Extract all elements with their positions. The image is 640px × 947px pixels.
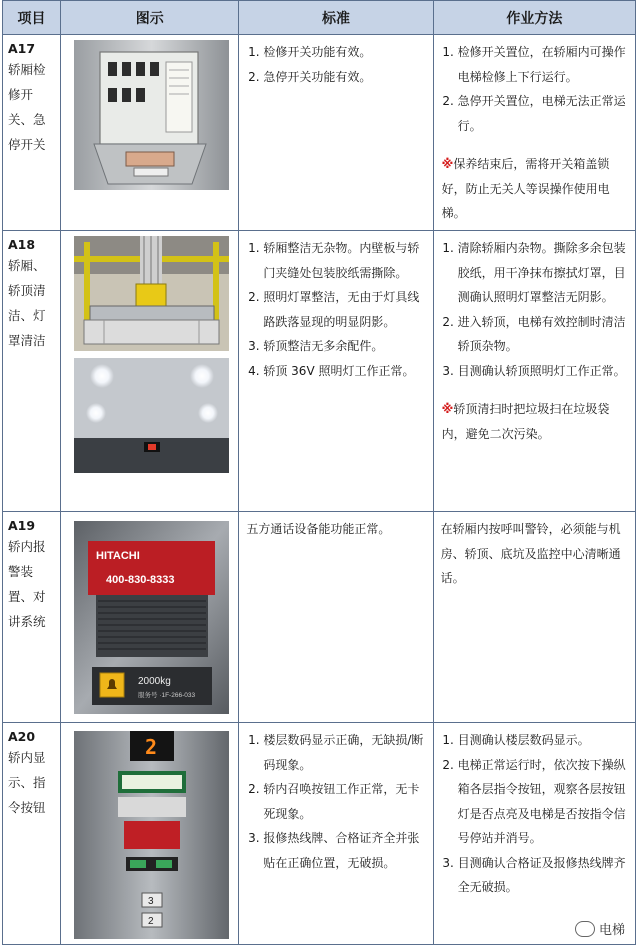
item-code: A17 (8, 41, 36, 56)
car-operating-panel-photo (74, 731, 229, 939)
item-code: A20 (8, 729, 36, 744)
method-list (434, 723, 635, 900)
table-row-a18 (3, 231, 636, 512)
standard-item: 2. 急停开关功能有效。 (263, 65, 426, 90)
standard-item: 2. 照明灯罩整洁，无由于灯具线路跌落显现的明显阴影。 (263, 285, 426, 334)
method-note (434, 138, 635, 226)
standard-item: 3. 轿顶整洁无多余配件。 (263, 334, 426, 359)
item-cell (3, 723, 61, 945)
header-row (3, 1, 636, 35)
image-cell (61, 231, 239, 512)
standard-list (239, 723, 432, 875)
standard-list (239, 231, 432, 383)
item-code: A18 (8, 237, 36, 252)
watermark (575, 919, 625, 938)
standard-item: 4. 轿顶 36V 照明灯工作正常。 (263, 359, 426, 384)
floor-display: 2 (145, 735, 158, 759)
item-title: 轿内报警装置、对讲系统 (8, 539, 46, 629)
image-cell (61, 512, 239, 723)
image-cell (61, 35, 239, 231)
item-cell (3, 512, 61, 723)
intercom-panel-photo (74, 521, 229, 714)
method-list (434, 35, 635, 138)
method-item: 1. 清除轿厢内杂物。撕除多余包装胶纸，用干净抹布擦拭灯罩，目测确认照明灯罩整洁无阴影。 (458, 236, 629, 310)
method-item: 1. 检修开关置位，在轿厢内可操作电梯检修上下行运行。 (458, 40, 629, 89)
inspection-switch-photo (74, 40, 229, 190)
method-item: 2. 急停开关置位，电梯无法正常运行。 (458, 89, 629, 138)
standard-item: 1. 楼层数码显示正确，无缺损/断码现象。 (263, 728, 426, 777)
method-item: 3. 目测确认合格证及报修热线牌齐全无破损。 (458, 851, 629, 900)
method-note (434, 383, 635, 446)
method-item: 1. 目测确认楼层数码显示。 (458, 728, 629, 753)
note-text: 保养结束后，需将开关箱盖锁好，防止无关人等误操作使用电梯。 (441, 157, 610, 220)
panel-brand: HITACHI (96, 550, 140, 562)
method-cell (433, 723, 635, 945)
standard-item: 1. 轿厢整洁无杂物。内壁板与轿门夹缝处包装胶纸需撕除。 (263, 236, 426, 285)
panel-serial: 服务号 ·1F-266-033 (138, 692, 196, 699)
image-cell (61, 723, 239, 945)
table-row-a19 (3, 512, 636, 723)
car-top-photo (74, 236, 229, 351)
watermark-text: 电梯 (598, 923, 625, 938)
standard-item: 1. 检修开关功能有效。 (263, 40, 426, 65)
header-image: 图示 (61, 1, 239, 35)
panel-load: 2000kg (138, 676, 171, 687)
button-3: 3 (148, 896, 154, 907)
method-item: 2. 进入轿顶，电梯有效控制时清洁轿顶杂物。 (458, 310, 629, 359)
chat-bubble-icon (575, 921, 595, 937)
standard-item: 2. 轿内召唤按钮工作正常，无卡死现象。 (263, 777, 426, 826)
standard-cell (239, 35, 433, 231)
header-method: 作业方法 (433, 1, 635, 35)
panel-phone: 400-830-8333 (106, 574, 175, 586)
item-title: 轿厢、轿顶清洁、灯罩清洁 (8, 258, 46, 348)
button-2: 2 (148, 916, 154, 927)
header-item: 项目 (3, 1, 61, 35)
standard-text: 五方通话设备能功能正常。 (246, 522, 391, 536)
standard-list (239, 35, 432, 89)
table-row-a17 (3, 35, 636, 231)
note-mark: ※ (441, 402, 454, 416)
method-cell (433, 35, 635, 231)
method-cell (433, 512, 635, 723)
item-cell (3, 35, 61, 231)
item-title: 轿厢检修开关、急停开关 (8, 62, 46, 152)
note-mark: ※ (441, 157, 454, 171)
method-item: 3. 目测确认轿顶照明灯工作正常。 (458, 359, 629, 384)
standard-item: 3. 报修热线牌、合格证齐全并张贴在正确位置，无破损。 (263, 826, 426, 875)
standard-cell (239, 231, 433, 512)
item-code: A19 (8, 518, 36, 533)
header-standard: 标准 (239, 1, 433, 35)
note-text: 轿顶清扫时把垃圾扫在垃圾袋内，避免二次污染。 (441, 402, 610, 441)
car-ceiling-lights-photo (74, 358, 229, 473)
standard-cell (239, 723, 433, 945)
method-text: 在轿厢内按呼叫警铃，必须能与机房、轿顶、底坑及监控中心清晰通话。 (440, 522, 621, 585)
item-title: 轿内显示、指令按钮 (8, 750, 46, 815)
table-row-a20 (3, 723, 636, 945)
method-list (434, 231, 635, 383)
item-cell (3, 231, 61, 512)
method-item: 2. 电梯正常运行时，依次按下操纵箱各层指令按钮，观察各层按钮灯是否点亮及电梯是否按指令信号停站并消号。 (458, 753, 629, 851)
method-cell (433, 231, 635, 512)
standard-cell (239, 512, 433, 723)
inspection-table (2, 0, 636, 945)
